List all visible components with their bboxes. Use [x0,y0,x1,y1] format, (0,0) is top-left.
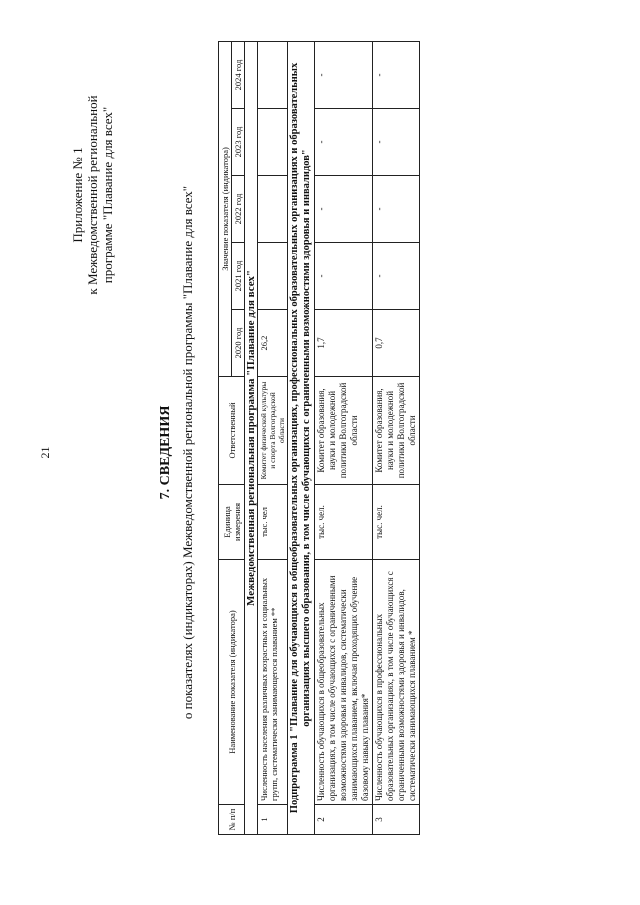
row3-num: 3 [373,805,420,835]
header-values-group: Значение показателя (индикатора) [219,41,232,376]
row3-name: Численность обучающихся в профессиональных образовательных организациях, в том числе обучающихся с ограниченными возможностями здоровья и инвалидов, систематически занимающихся плаванием * [373,560,420,805]
header-year-2020: 2020 год [232,310,245,377]
row2-responsible: Комитет образования, науки и молодежной политики Волгоградской области [315,377,373,485]
header-year-2021: 2021 год [232,243,245,310]
header-year-2024: 2024 год [232,41,245,108]
subprogram-title: Подпрограмма 1 "Плавание для обучающихся в общеобразовательных организациях, профессиональных образовательных организациях и образовательных организациях высшего образования, в том числе обучающихся с ограниченными возможностями здоровья и инвалидов" [288,41,315,834]
page-number: 21 [38,446,52,459]
document-subtitle: о показателях (индикаторах) Межведомственной региональной программы "Плавание для всех" [180,185,195,720]
row2-value-2021: - [315,243,373,310]
table-row [373,41,420,834]
row1-value-2023 [258,109,288,176]
row2-unit: тыс. чел. [315,485,373,560]
row1-value-2024 [258,41,288,108]
header-unit: Единица измерения [219,485,245,560]
table-header-row [219,41,232,834]
header-name: Наименование показателя (индикатора) [219,560,245,805]
appendix-line-2: к Межведомственной региональной [85,95,100,295]
row3-value-2021: - [373,243,420,310]
header-num: № п/п [219,805,245,835]
document-title: 7. СВЕДЕНИЯ [158,405,173,500]
row1-name: Численность населения различных возрастных и социальных групп, систематически занимающегося плаванием ** [258,560,288,805]
row2-num: 2 [315,805,373,835]
appendix-line-3: программе "Плавание для всех" [100,106,115,284]
appendix-line-1: Приложение № 1 [70,147,85,243]
row3-responsible: Комитет образования, науки и молодежной политики Волгоградской области [373,377,420,485]
row1-unit: тыс. чел [258,485,288,560]
table-row [258,41,288,834]
row2-value-2022: - [315,176,373,243]
row1-num: 1 [258,805,288,835]
row3-value-2024: - [373,41,420,108]
subprogram-title-row [288,41,315,834]
row2-value-2023: - [315,109,373,176]
row1-value-2021 [258,243,288,310]
row1-responsible: Комитет физической культуры и спорта Волгоградской области [258,377,288,485]
table-row [315,41,373,834]
row2-name: Численность обучающихся в общеобразовательных организациях, в том числе обучающихся с ограниченными возможностями здоровья и инвалидов, систематически занимающихся плаванием, включая проходящих обучение базовому навыку плавания* [315,560,373,805]
row2-value-2020: 1,7 [315,310,373,377]
row3-value-2022: - [373,176,420,243]
appendix-header [70,60,115,330]
section-title: Межведомственная региональная программа "Плавание для всех" [245,41,258,834]
section-title-row [245,41,258,834]
row3-value-2020: 0,7 [373,310,420,377]
header-responsible: Ответственный [219,377,245,485]
row1-value-2020: 26,2 [258,310,288,377]
header-year-2023: 2023 год [232,109,245,176]
header-year-2022: 2022 год [232,176,245,243]
indicators-table [218,41,420,835]
row1-value-2022 [258,176,288,243]
row3-unit: тыс. чел. [373,485,420,560]
row3-value-2023: - [373,109,420,176]
row2-value-2024: - [315,41,373,108]
